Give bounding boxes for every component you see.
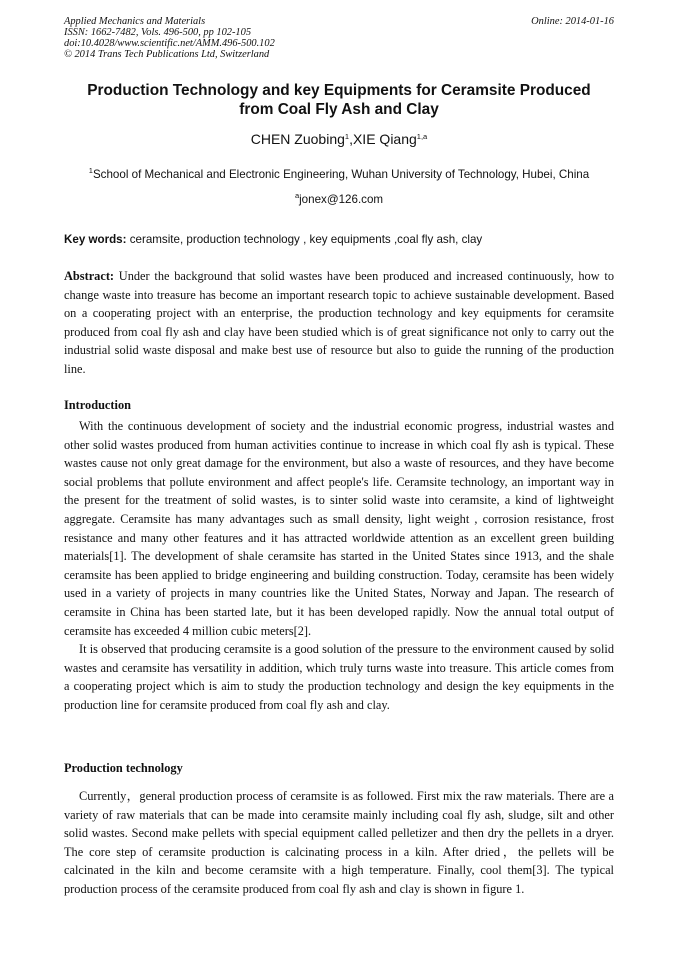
journal-name: Applied Mechanics and Materials [64, 16, 206, 27]
keywords-text: ceramsite, production technology , key equipments ,coal fly ash, clay [126, 233, 483, 246]
affiliation [40, 167, 638, 183]
author-name: CHEN Zuobing [250, 131, 345, 147]
journal-header [64, 16, 275, 60]
abstract-label: Abstract: [64, 269, 115, 283]
author-affiliation-mark: 1 [344, 132, 350, 141]
keywords [64, 232, 614, 248]
paper-title: Production Technology and key Equipments for Ceramsite Produced from Coal Fly Ash and Clay [87, 82, 591, 118]
issn-line: ISSN: 1662-7482, Vols. 496-500, pp 102-105 [64, 27, 252, 38]
affiliation-mark: 1 [88, 166, 93, 175]
email-line [0, 192, 678, 208]
paragraph: Currently，general production process of ceramsite is as followed. First mix the raw materials. There are a variety of raw materials that can be made into ceramsite mainly including coal fly ash, sludge, silt and other solid wastes. Second make pellets with special equipment called pelletizer and then dry the pellets in a dryer. The core step of ceramsite production is calcinating process in a kiln. After dried，the pellets will be calcinated in the kiln and become ceramsite with a high temperature. Finally, cool them[3]. The typical production process of the ceramsite produced from coal fly ash and clay is shown in figure 1. [64, 789, 614, 896]
author-line [0, 130, 678, 148]
introduction-body [64, 417, 614, 715]
introduction-heading: Introduction [64, 398, 131, 412]
production-body [64, 787, 614, 899]
production-heading: Production technology [64, 761, 183, 775]
keywords-label: Key words: [64, 233, 127, 246]
author-separator: , [349, 131, 353, 147]
author-name: XIE Qiang [352, 131, 417, 147]
paragraph: With the continuous development of society and the industrial economic progress, industrial wastes and other solid wastes produced from human activities continue to increase in which coal fly ash is typical. These wastes cause not only great damage for the environment, but also a waste of resources, and they have become social problems that pollute environment and affect people's life. Ceramsite technology, an important way in the present for the treatment of solid wastes, is to sinter solid waste into ceramsite, a kind of lightweight aggregate. Ceramsite has many advantages such as small density, light weight , corrosion resistance, frost resistance and many other features and it has attracted worldwide attention as an excellent green building materials[1]. The development of shale ceramsite has started in the United States since 1913, and the shale ceramsite has been applied to bridge engineering and building construction. Today, ceramsite has been widely used in a variety of projects in many countries like the United States, Norway and Japan. The research of ceramsite in China has been started late, but it has been developed rapidly. Now the annual total output of ceramsite has exceeded 4 million cubic meters[2]. [64, 419, 614, 638]
paragraph: It is observed that producing ceramsite is a good solution of the pressure to the environment caused by solid wastes and ceramsite has versatility in addition, which truly turns waste into treasure. This article comes from a cooperating project which is aim to study the production technology and design the key equipments in the production line for ceramsite produced from coal fly ash and clay. [64, 642, 614, 712]
email-mark: a [294, 191, 300, 200]
online-date: Online: 2014-01-16 [531, 16, 614, 27]
abstract [64, 267, 614, 379]
abstract-text: Under the background that solid wastes have been produced and increased continuously, how to change waste into treasure has become an important research topic to achieve sustainable development. Based on a cooperating project with an enterprise, the production technology and key equipments for ceramsite produced from coal fly ash and clay have been studied which is of great significance not only to carry out the industrial solid waste disposal and make best use of resource but also to guide the running of the production line. [64, 269, 614, 376]
doi-line: doi:10.4028/www.scientific.net/AMM.496-500.102 [64, 38, 275, 49]
copyright-line: © 2014 Trans Tech Publications Ltd, Switzerland [64, 49, 270, 60]
affiliation-text: School of Mechanical and Electronic Engineering, Wuhan University of Technology, Hubei, China [92, 168, 590, 181]
author-affiliation-mark: 1,a [416, 132, 428, 141]
email-address: jonex@126.com [299, 193, 384, 206]
